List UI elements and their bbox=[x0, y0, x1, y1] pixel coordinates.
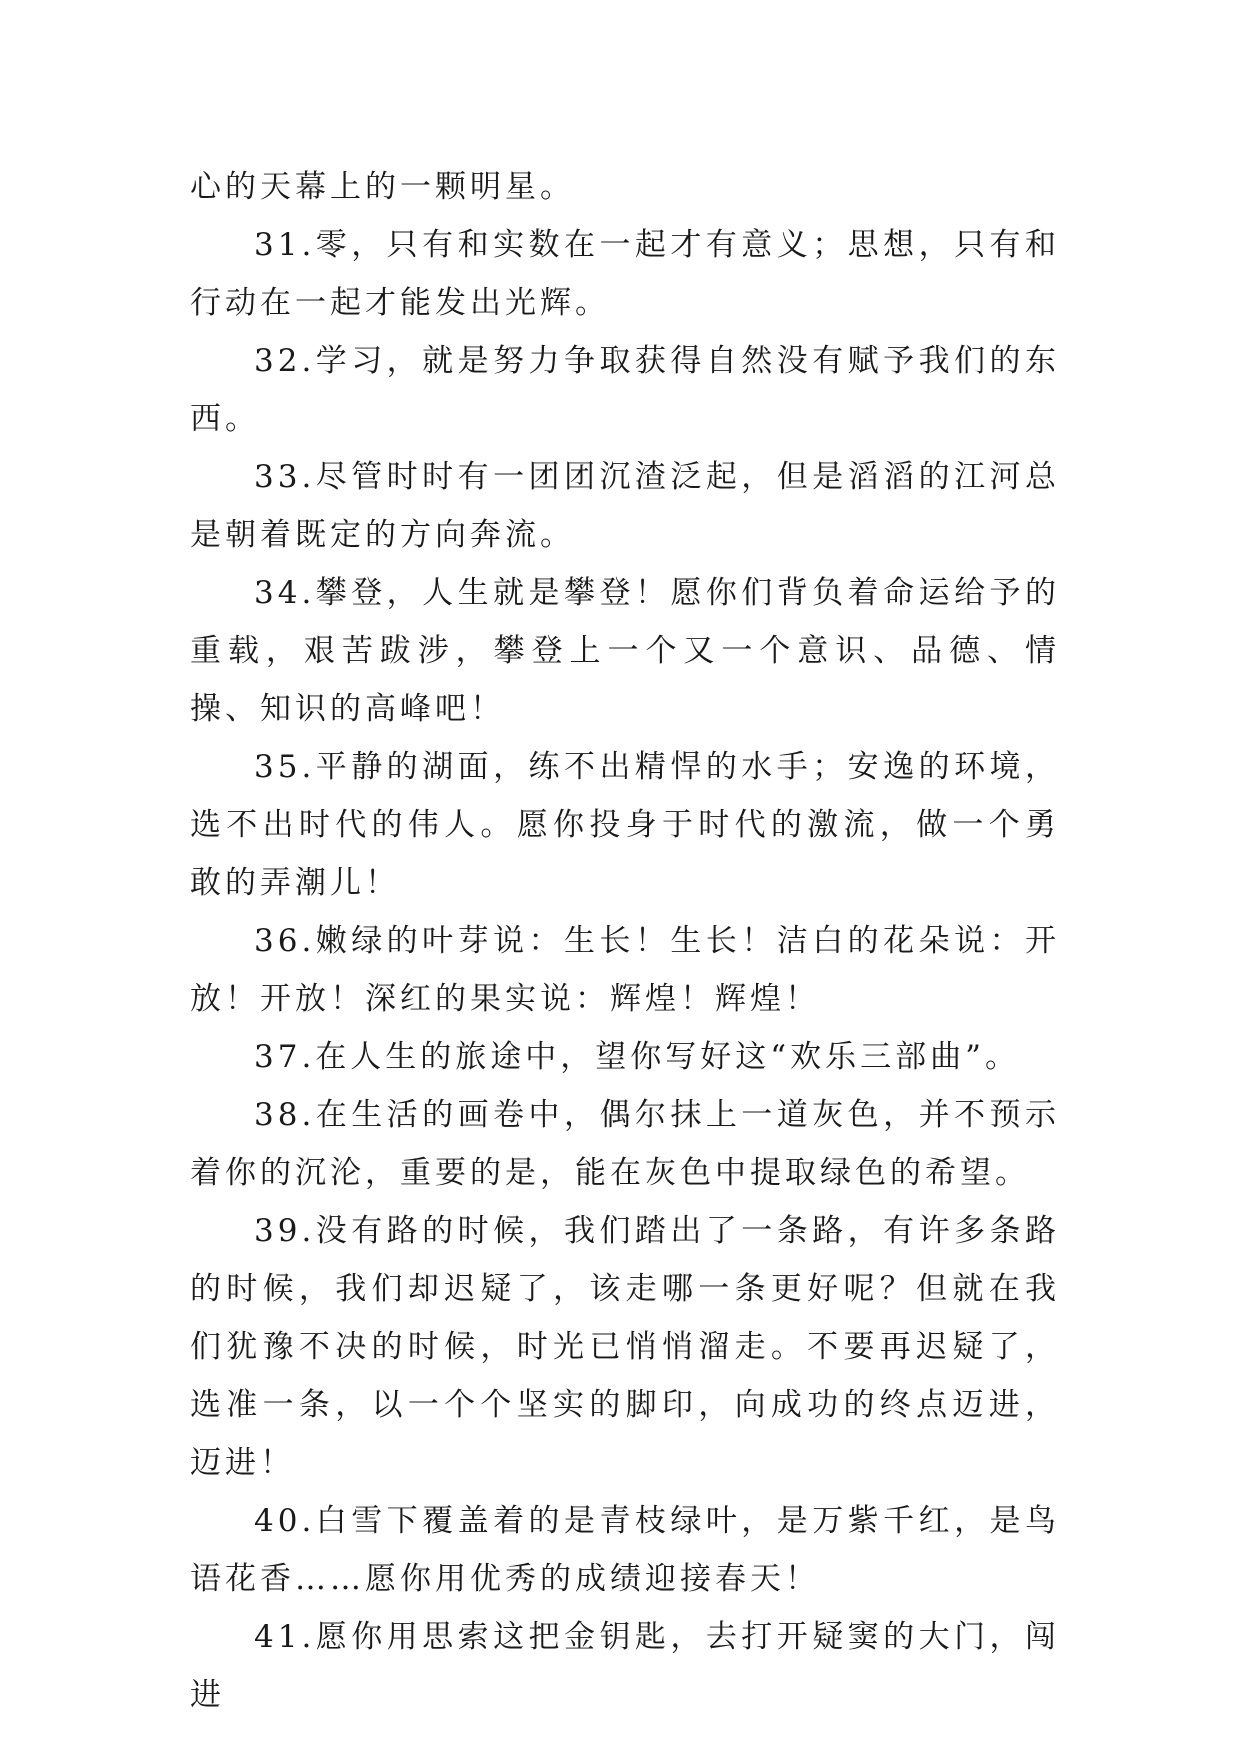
paragraph-40: 40.白雪下覆盖着的是青枝绿叶，是万紫千红，是鸟语花香……愿你用优秀的成绩迎接春天！ bbox=[190, 1503, 1060, 1597]
paragraph-31: 31.零，只有和实数在一起才有意义；思想，只有和行动在一起才能发出光辉。 bbox=[190, 227, 1060, 321]
paragraph-41: 41.愿你用思索这把金钥匙，去打开疑窦的大门，闯进 bbox=[190, 1619, 1060, 1713]
paragraph-36: 36.嫩绿的叶芽说：生长！生长！洁白的花朵说：开放！开放！深红的果实说：辉煌！辉煌！ bbox=[190, 923, 1060, 1017]
paragraph-38: 38.在生活的画卷中，偶尔抹上一道灰色，并不预示着你的沉沦，重要的是，能在灰色中提取绿色的希望。 bbox=[190, 1097, 1060, 1191]
paragraph-35: 35.平静的湖面，练不出精悍的水手；安逸的环境，选不出时代的伟人。愿你投身于时代的激流，做一个勇敢的弄潮儿！ bbox=[190, 749, 1060, 901]
document-body bbox=[190, 158, 1060, 1724]
paragraph-34: 34.攀登，人生就是攀登！愿你们背负着命运给予的重载，艰苦跋涉，攀登上一个又一个意识、品德、情操、知识的高峰吧！ bbox=[190, 575, 1060, 727]
paragraph-32: 32.学习，就是努力争取获得自然没有赋予我们的东西。 bbox=[190, 343, 1060, 437]
paragraph-37: 37.在人生的旅途中，望你写好这“欢乐三部曲”。 bbox=[254, 1039, 1020, 1075]
paragraph-continuation: 心的天幕上的一颗明星。 bbox=[190, 169, 575, 205]
paragraph-33: 33.尽管时时有一团团沉渣泛起，但是滔滔的江河总是朝着既定的方向奔流。 bbox=[190, 459, 1060, 553]
paragraph-39: 39.没有路的时候，我们踏出了一条路，有许多条路的时候，我们却迟疑了，该走哪一条更好呢？但就在我们犹豫不决的时候，时光已悄悄溜走。不要再迟疑了，选准一条，以一个个坚实的脚印，向成功的终点迈进，迈进！ bbox=[190, 1213, 1060, 1481]
